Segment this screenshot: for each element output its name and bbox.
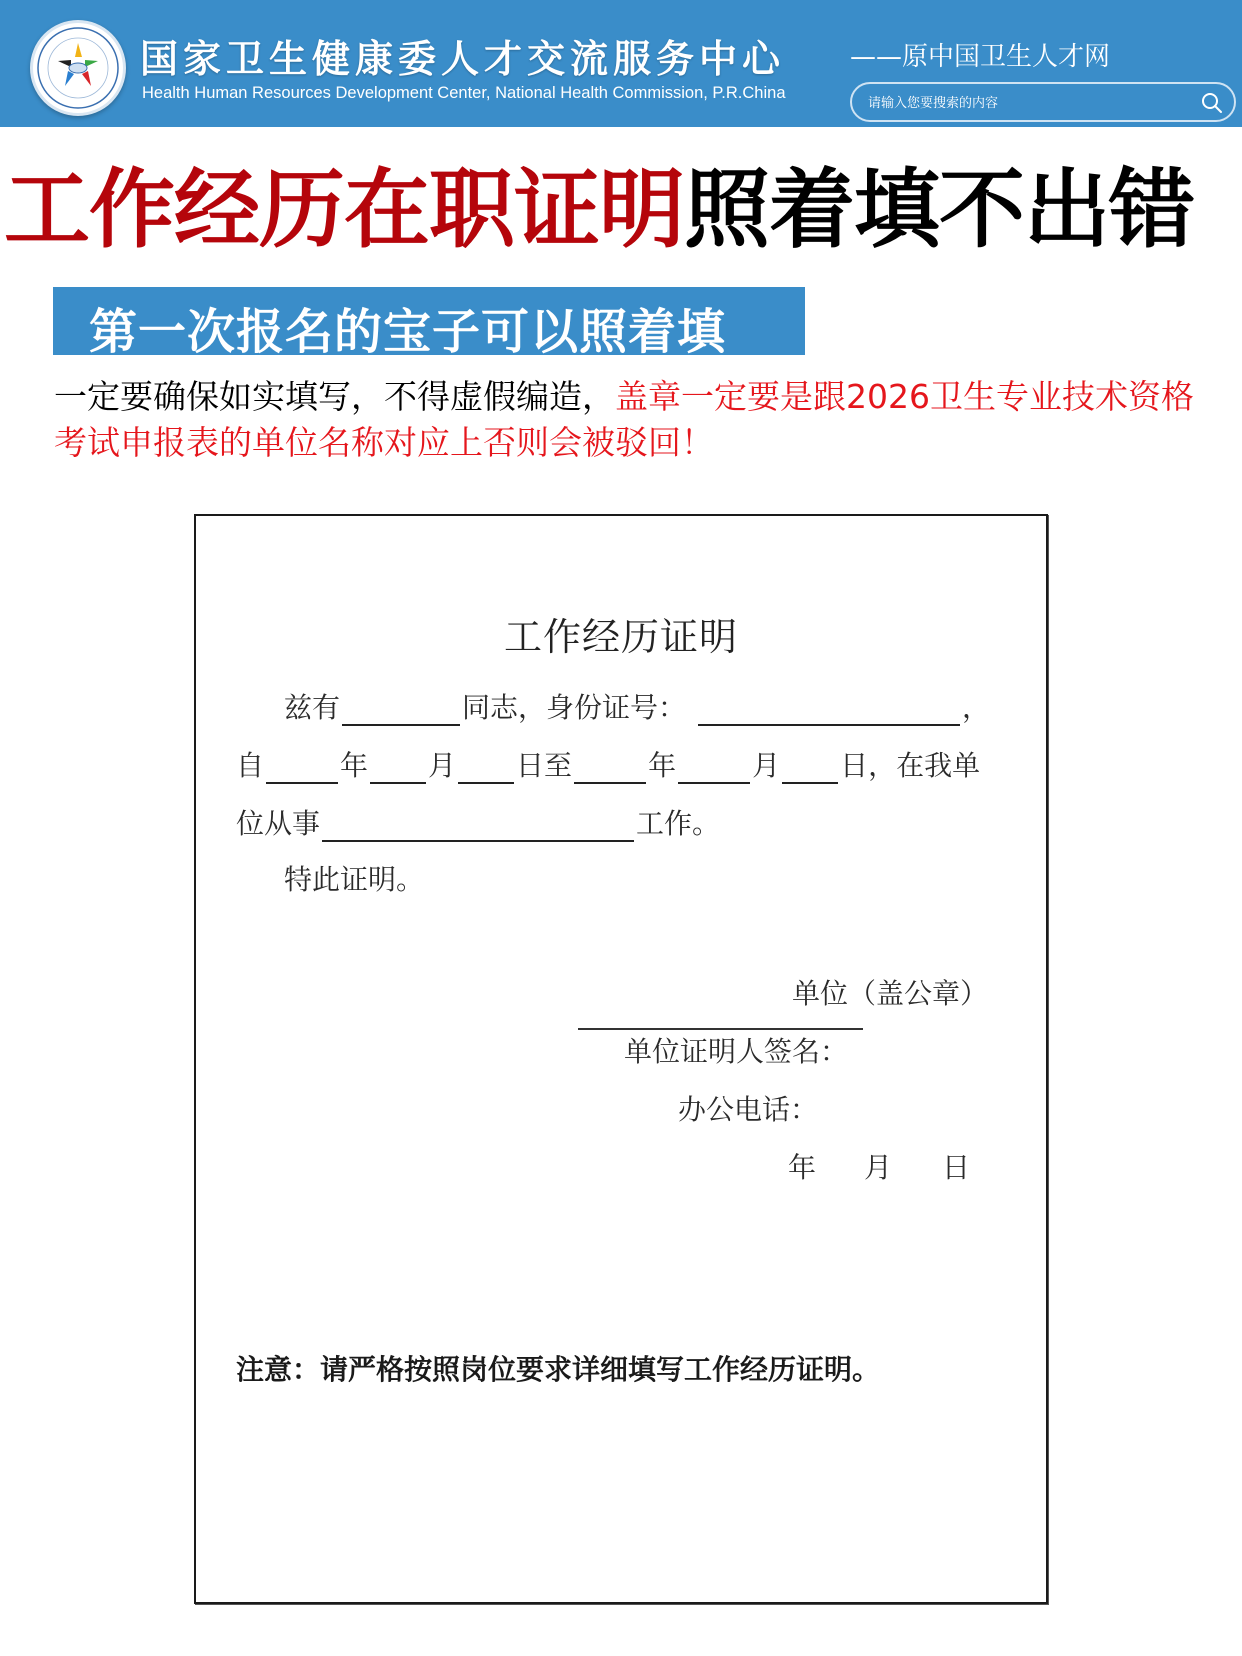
text-engaged-in: 位从事 [236,807,321,840]
text-year: 年 [648,749,677,782]
certificate-title: 工作经历证明 [503,615,738,659]
end-year-blank[interactable] [574,754,646,784]
end-month-blank[interactable] [678,754,750,784]
headline-black-text: 照着填不出错 [684,160,1194,260]
text-year: 年 [340,749,369,782]
headline-red-text: 工作经历在职证明 [4,160,684,260]
subtitle-label-text: 第一次报名的宝子可以照着填 [89,304,727,360]
search-icon[interactable] [1200,91,1224,115]
text-prefix: 兹有 [284,691,341,724]
end-day-blank[interactable] [782,754,838,784]
text-day-to: 日至 [516,749,573,782]
text-month: 月 [428,749,457,782]
date-day-label: 日 [942,1151,971,1184]
text-month: 月 [752,749,781,782]
text-comma: ， [962,691,991,724]
org-name-en: Health Human Resources Development Center, National Health Commission, P.R.China [142,84,786,102]
name-blank[interactable] [342,696,460,726]
job-title-blank[interactable] [322,812,634,842]
signer-label: 单位证明人签名： [624,1035,849,1068]
organization-logo-icon[interactable] [30,20,126,116]
certificate-line-name-id [284,686,990,726]
text-day-end: 日，在我单 [840,749,981,782]
start-month-blank[interactable] [370,754,426,784]
certificate-closing: 特此证明。 [284,863,425,896]
start-year-blank[interactable] [266,754,338,784]
certificate-warning: 注意：请严格按照岗位要求详细填写工作经历证明。 [236,1353,881,1386]
page-headline [4,160,1194,260]
logo-emblem-icon [33,23,123,113]
header-banner [0,0,1242,127]
certificate-document [194,514,1048,1604]
search-box [850,82,1236,122]
text-work: 工作。 [636,807,721,840]
text-id-label: 同志，身份证号： [462,691,687,724]
office-phone-label: 办公电话： [678,1093,819,1126]
former-site-name: ——原中国卫生人才网 [850,42,1111,72]
search-input[interactable] [868,92,1188,114]
id-number-blank[interactable] [698,696,960,726]
date-year-label: 年 [788,1151,817,1184]
start-day-blank[interactable] [458,754,514,784]
certificate-line-job [236,802,720,842]
note-red-text: 盖章一定要是跟2026卫生专业技术资格考试申报表的单位名称对应上否则会被驳回！ [54,377,1194,462]
date-month-label: 月 [864,1151,893,1184]
org-name-cn: 国家卫生健康委人才交流服务中心 [140,37,786,81]
certificate-line-dates [236,744,980,784]
instruction-note [54,374,1224,466]
text-from: 自 [236,749,265,782]
unit-stamp-label: 单位（盖公章） [792,977,989,1010]
subtitle-label-bar [53,287,805,360]
note-black-text: 一定要确保如实填写，不得虚假编造， [54,377,615,416]
